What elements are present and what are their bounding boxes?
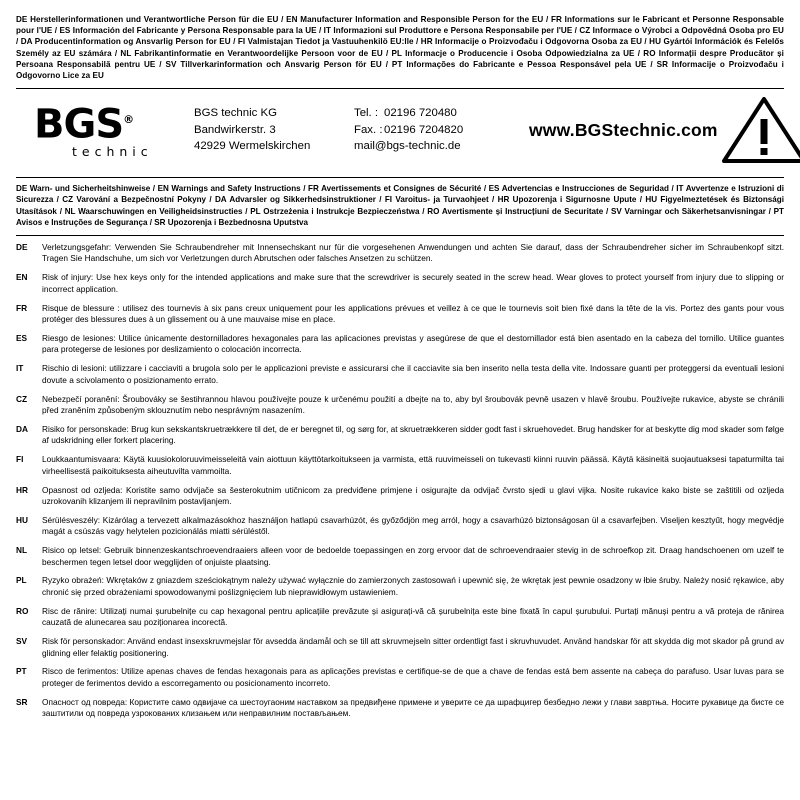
language-text: Riesgo de lesiones: Utilice únicamente destornilladores hexagonales para las aplicaciones previstas y asegúrese de que el destornillador está bien asentado en la cabeza del tornillo. Utilice guantes para protegerse de lesiones por deslizamiento o colocación incorrecta. xyxy=(42,332,784,355)
language-code: ES xyxy=(16,332,28,343)
language-text: Sérülésveszély: Kizárólag a tervezett alkalmazásokhoz használjon hatlapú csavarhúzót, és győződjön meg arról, hogy a csavarhúzó biztonságosan ül a csavarfejben. Viseljen kesztyűt, hogy megvédje magát a csúszás vagy helytelen pozicionálás miatti sérüléstől. xyxy=(42,514,784,537)
table-row xyxy=(16,636,784,666)
company-city: 42929 Wermelskirchen xyxy=(194,140,311,153)
company-info-band xyxy=(16,89,784,170)
fax-label: Fax. : xyxy=(354,123,383,136)
contact-fax xyxy=(354,122,529,139)
language-text: Nebezpečí poranění: Šroubováky se šestihrannou hlavou používejte pouze k určenému použití a dbejte na to, aby byl šroubovák pevně usazen v hlavě šroubu. Používejte rukavice, abyste se chránili před zraněním způsobeným sklouznutím nebo nesprávným nasazením. xyxy=(42,393,784,415)
bgs-logo xyxy=(16,101,194,159)
table-row xyxy=(16,606,784,636)
company-street: Bandwirkerstr. 3 xyxy=(194,123,276,136)
table-row xyxy=(16,575,784,605)
table-row xyxy=(16,394,784,424)
logo-wordmark xyxy=(34,101,135,148)
contact-tel xyxy=(354,105,529,122)
table-row xyxy=(16,697,784,727)
tel-label: Tel. : xyxy=(354,107,379,120)
table-row xyxy=(16,545,784,575)
language-code: PL xyxy=(16,575,27,586)
tel-value: 02196 720480 xyxy=(384,107,457,120)
language-text: Risco de ferimentos: Utilize apenas chaves de fendas hexagonais para as aplicações previstas e certifique-se de que a chave de fendas está bem assente na cabeça do parafuso. Usar luvas para se proteger de ferimentos devido a escorregamento ou posicionamento incorreto. xyxy=(42,666,784,688)
language-code: HU xyxy=(16,514,28,525)
mail-label: mail xyxy=(354,140,375,153)
language-text: Opasnost od ozljeda: Koristite samo odvijače sa šesterokutnim utičnicom za predviđene primjene i osigurajte da odvijač čvrsto sjedi u glavi vijka. Nosite rukavice kako biste se zaštitili od ozljeda uzrokovanih klizanjem ili nepravilnim postavljanjem. xyxy=(42,484,784,506)
table-row xyxy=(16,454,784,484)
language-text: Ryzyko obrażeń: Wkrętaków z gniazdem sześciokątnym należy używać wyłącznie do zamierzonych zastosowań i upewnić się, że wkrętak jest pewnie osadzony w łbie śruby. Należy nosić rękawice, aby chronić się przed obrażeniami spowodowanymi poślizgnięciem lub nieprawidłowym ustawieniem. xyxy=(42,575,784,597)
divider-bottom xyxy=(16,235,784,236)
safety-instructions-body xyxy=(16,242,784,727)
table-row xyxy=(16,515,784,545)
language-code: EN xyxy=(16,272,28,283)
language-code: NL xyxy=(16,545,28,556)
table-row xyxy=(16,424,784,454)
language-text: Risque de blessure : utilisez des tournevis à six pans creux uniquement pour les applications prévues et veillez à ce que le tournevis soit bien fixé dans la tête de la vis. Portez des gants pour vous protéger des blessures dues à un glissement ou à une mauvaise mise en place. xyxy=(42,302,784,325)
language-code: DA xyxy=(16,423,28,434)
table-row xyxy=(16,272,784,302)
company-website[interactable]: www.BGStechnic.com xyxy=(529,119,718,140)
language-text: Rischio di lesioni: utilizzare i cacciaviti a brugola solo per le applicazioni previste e assicurarsi che il cacciavite sia ben inserito nella testa della vite. Indossare guanti per proteggersi da eventuali lesioni dovute a scivolamento o posizionamento errato. xyxy=(42,363,784,385)
logo-subtext: technic xyxy=(72,144,153,160)
contact-mail[interactable] xyxy=(354,138,529,155)
warning-triangle-icon xyxy=(718,97,800,163)
fax-value: 02196 7204820 xyxy=(384,123,464,136)
table-row xyxy=(16,333,784,363)
language-text: Risk of injury: Use hex keys only for the intended applications and make sure that the screwdriver is securely seated in the screw head. Wear gloves to protect yourself from injury due to slipping or incorrect application. xyxy=(42,272,784,294)
warnings-header: DE Warn- und Sicherheitshinweise / EN Warnings and Safety Instructions / FR Avertissements et Consignes de Sécurité / ES Advertencias e Instrucciones de Seguridad / IT Avvertenze e Istruzioni di Sicurezza / CZ Varování a Bezpečnostní Pokyny / DA Advarsler og Sikkerhedsinstruktioner / FI Varoitus- ja Turvaohjeet / HR Upozorenja i Sigurnosne Upute / HU Figyelmeztetések és Biztonsági Utasítások / NL Waarschuwingen en Veiligheidsinstructies / PL Ostrzeżenia i Instrukcje Bezpieczeństwa / RO Avertismente și Instrucțiuni de Securitate / SV Varningar och Säkerhetsanvisningar / PT Avisos e Instruções de Segurança / SR Upozorenja i Bezbednosna Uputstva xyxy=(16,184,784,227)
language-code: DE xyxy=(16,242,28,253)
language-code: CZ xyxy=(16,393,28,404)
language-text: Verletzungsgefahr: Verwenden Sie Schraubendreher mit Innensechskant nur für die vorgesehenen Anwendungen und achten Sie darauf, dass der Schraubendreher sicher im Schraubenkopf sitzt. Tragen Sie Handschuhe, um sich vor Verletzungen durch Abrutschen oder falsches Ansetzen zu schützen. xyxy=(42,242,784,264)
table-row xyxy=(16,303,784,333)
table-row xyxy=(16,242,784,272)
table-row xyxy=(16,666,784,696)
language-code: PT xyxy=(16,666,27,677)
language-text: Опасност од повреда: Користите само одвијаче са шестоугаоним наставком за предвиђене примене и уверите се да шрафцигер безбедно лежи у глави завртња. Носите рукавице да бисте се заштитили од повреда узрокованих клизањем или неправилним постављањем. xyxy=(42,696,784,719)
registered-trademark-icon: ® xyxy=(123,113,135,127)
company-contact xyxy=(354,105,529,155)
language-text: Risc de rănire: Utilizați numai șurubelnițe cu cap hexagonal pentru aplicațiile prevăzute și asigurați-vă că șurubelnița este bine fixată în capul șurubului. Purtați mănuși pentru a vă proteja de rănirea cauzată de alunecarea sau poziționarea incorectă. xyxy=(42,605,784,628)
language-code: SV xyxy=(16,636,28,647)
language-code: HR xyxy=(16,484,28,495)
logo-text: BGS xyxy=(34,101,124,148)
manufacturer-info-header: DE Herstellerinformationen und Verantwortliche Person für die EU / EN Manufacturer Information and Responsible Person for the EU / FR Informations sur le Fabricant et Personne Responsable pour l'UE / ES Información del Fabricante y Persona Responsable para la UE / IT Informazioni sul Produttore e Persona Responsabile per l'UE / CZ Informace o Výrobci a Odpovědná Osoba pro EU / DA Producentinformation og Ansvarlig Person for EU / FI Valmistajan Tiedot ja Vastuuhenkilö EU:lle / HR Informacije o Proizvođaču i Odgovorna Osoba za EU / HU Gyártói Információk és Felelős Személy az EU számára / NL Fabrikantinformatie en Verantwoordelijke Persoon voor de EU / PL Informacje o Producencie i Osoba Odpowiedzialna za UE / RO Informații despre Producător și Persoana Responsabilă pentru UE / SV Tillverkarinformation och Ansvarig Person för EU / PT Informações do Fabricante e Pessoa Responsável pela UE / SR Informacije o Proizvođaču i Odgovorno Lice za EU xyxy=(16,15,784,81)
table-row xyxy=(16,485,784,515)
language-text: Risk för personskador: Använd endast insexskruvmejslar för avsedda ändamål och se till att skruvmejseln sitter ordentligt fast i skruvhuvudet. Använd handskar för att skydda dig mot skador på grund av glidning eller felaktig positionering. xyxy=(42,636,784,658)
language-code: FR xyxy=(16,302,28,313)
language-code: IT xyxy=(16,363,24,374)
table-row xyxy=(16,363,784,393)
company-address xyxy=(194,105,354,155)
safety-instructions-table xyxy=(16,242,784,727)
language-text: Risiko for personskade: Brug kun sekskantskruetrækkere til det, de er beregnet til, og sørg for, at skruetrækkeren sidder godt fast i skruehovedet. Brug handsker for at beskytte dig mod skader som følge af udskridning eller forkert placering. xyxy=(42,423,784,446)
language-text: Loukkaantumisvaara: Käytä kuusiokoloruuvimeisseleitä vain aiottuun käyttötarkoitukseen ja varmista, että ruuvimeisseli on tukevasti kiinni ruuvin päässä. Käytä käsineitä suojautuaksesi tapaturmilta tai virheellisestä paikoituksesta aiheutuvilta vammoilta. xyxy=(42,454,784,476)
language-code: RO xyxy=(16,605,29,616)
language-text: Risico op letsel: Gebruik binnenzeskantschroevendraaiers alleen voor de bedoelde toepassingen en zorg ervoor dat de schroevendraaier stevig in de schroefkop zit. Draag handschoenen om uzelf te beschermen tegen letsel door wegglijden of onjuiste plaatsing. xyxy=(42,545,784,567)
language-code: FI xyxy=(16,454,24,465)
company-name: BGS technic KG xyxy=(194,107,277,120)
language-code: SR xyxy=(16,696,28,707)
mail-value: @bgs-technic.de xyxy=(374,140,461,153)
